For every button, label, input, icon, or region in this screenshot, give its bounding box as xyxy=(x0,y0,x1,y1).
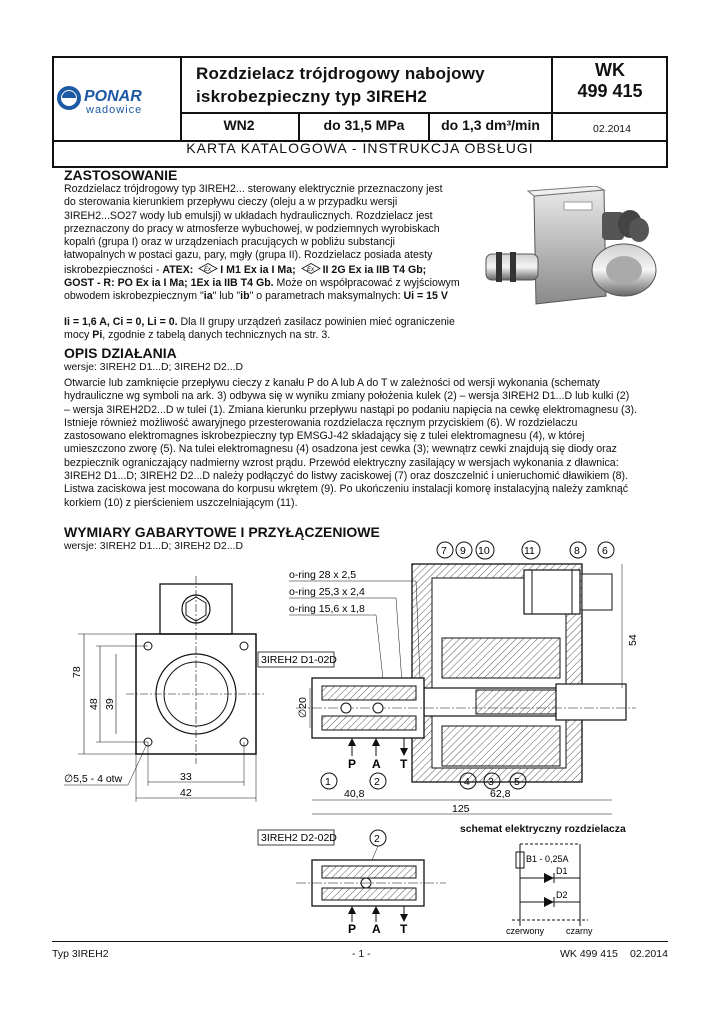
port-a: A xyxy=(372,922,381,936)
opis-text xyxy=(64,377,656,510)
text-line: – wersja 3IREH2D2...D w tulei (1). Zmiana kierunku przepływu nastąpi po podaniu napięcia na cewkę elektromagnesu (3). xyxy=(64,403,637,416)
dim-78: 78 xyxy=(71,666,83,678)
variant-d2-label: 3IREH2 D2-02D xyxy=(261,832,337,844)
wk-number: 499 415 xyxy=(577,81,643,101)
text-line: hydrauliczne wg symboli na ark. 3) odbywa się w wyniku zmiany położenia kulek (2) – wersja 3IREH2 D1...D lub kulki (2) xyxy=(64,390,630,403)
header-date: 02.2014 xyxy=(593,123,631,135)
oring-2: o-ring 25,3 x 2,4 xyxy=(289,586,365,598)
holes-label: ∅5,5 - 4 otw xyxy=(64,773,123,785)
text-line: Listwa zaciskowa jest mocowana do korpusu wkrętem (9). Po ukończeniu instalacji komorę instalacyjną należy zamknąć xyxy=(64,483,629,496)
section-drawing xyxy=(256,538,668,818)
text-line: przeznaczony do pracy w atmosferze wybuchowej, w podziemnych wyrobiskach xyxy=(64,222,440,235)
oring-3: o-ring 15,6 x 1,8 xyxy=(289,603,365,615)
text-line: 3IREH2 D1...D; 3IREH2 D2...D należy podłączyć do listwy zaciskowej (7) oraz doszczelnić i unieruchomić dławikiem (8). xyxy=(64,470,629,483)
text-line: Istnieje również możliwość awaryjnego przesterowania rozdzielacza ręcznym przyciskiem (6). W rozdzielaczu xyxy=(64,416,578,429)
svg-text:1: 1 xyxy=(325,776,331,788)
svg-text:3: 3 xyxy=(488,776,494,788)
variant-d2-drawing xyxy=(256,826,456,936)
svg-text:8: 8 xyxy=(574,545,580,557)
section-heading-wymiary: WYMIARY GABARYTOWE I PRZYŁĄCZENIOWE xyxy=(64,524,380,540)
port-t: T xyxy=(400,922,408,936)
text-line: bezpiecznik ograniczający nadmierny wzrost prądu. Przewód elektryczny zasilający w wersjach wykonania z dławnica: xyxy=(64,456,619,469)
ex-icon xyxy=(198,263,218,274)
svg-text:7: 7 xyxy=(441,545,447,557)
nominal-size: WN2 xyxy=(223,117,255,133)
text-line: korkiem (10) z pierścieniem uszczelniającym (11). xyxy=(64,496,298,509)
electrical-schematic xyxy=(500,840,620,936)
footer-wk: WK 499 415 xyxy=(560,948,618,960)
title-line-2: iskrobezpieczny typ 3IREH2 xyxy=(196,87,427,106)
front-view-drawing xyxy=(60,560,270,810)
text-line: zastosowano elektromagnes iskrobezpieczny typ EMSGJ-42 składający się z tulei elektromagnesu (4), w której xyxy=(64,430,585,443)
svg-text:Ex: Ex xyxy=(306,266,314,273)
dim-54: 54 xyxy=(627,634,639,646)
title-line-1: Rozdzielacz trójdrogowy nabojowy xyxy=(196,64,485,83)
svg-text:11: 11 xyxy=(524,545,535,557)
max-flow: do 1,3 dm³/min xyxy=(441,117,540,133)
footer-rule xyxy=(52,941,668,942)
svg-text:T: T xyxy=(400,757,408,771)
ponar-logo xyxy=(56,80,168,120)
text-line: mocy Pi, zgodnie z tabelą danych technicznych na str. 3. xyxy=(64,329,331,342)
svg-text:A: A xyxy=(372,757,381,771)
text-line-gost: GOST - R: PO Ex ia I Ma; 1Ex ia IIB T4 Gb. Może on współpracować z wyjściowym xyxy=(64,277,460,290)
port-p: P xyxy=(348,922,357,936)
svg-text:Ex: Ex xyxy=(204,266,212,273)
section-heading-opis: OPIS DZIAŁANIA xyxy=(64,345,177,361)
zastosowanie-text-wide xyxy=(64,316,672,343)
document-title xyxy=(196,62,526,108)
svg-text:P: P xyxy=(348,757,357,771)
dim-48: 48 xyxy=(88,698,100,710)
section-heading-zastosowanie: ZASTOSOWANIE xyxy=(64,167,178,183)
catalog-number xyxy=(560,60,660,102)
text-line: Ii = 1,6 A, Ci = 0, Li = 0. Dla II grupy urządzeń zasilacz powinien mieć ograniczenie xyxy=(64,316,455,328)
schemat-title: schemat elektryczny rozdzielacza xyxy=(460,824,626,835)
dim-dia20: ∅20 xyxy=(297,697,309,718)
text-line: kopalń (grupa I) oraz w urządzeniach pracujących w pobliżu substancji xyxy=(64,236,395,249)
wymiary-versions: wersje: 3IREH2 D1...D; 3IREH2 D2...D xyxy=(64,541,244,552)
svg-text:4: 4 xyxy=(464,776,470,788)
dim-62-8: 62,8 xyxy=(490,788,511,800)
wire-black: czarny xyxy=(566,926,593,936)
footer-page: - 1 - xyxy=(352,948,371,960)
document-subtitle: KARTA KATALOGOWA - INSTRUKCJA OBSŁUGI xyxy=(186,140,534,156)
zastosowanie-text xyxy=(64,183,470,304)
diode-d2: D2 xyxy=(556,890,568,900)
svg-text:5: 5 xyxy=(514,776,520,788)
svg-text:6: 6 xyxy=(602,545,608,557)
diode-d1: D1 xyxy=(556,866,568,876)
footer-type: Typ 3IREH2 xyxy=(52,948,109,960)
callout-d2: 2 xyxy=(374,833,380,845)
oring-1: o-ring 28 x 2,5 xyxy=(289,569,357,581)
svg-text:2: 2 xyxy=(374,776,380,788)
ex-icon xyxy=(301,263,321,274)
product-photo xyxy=(484,186,660,316)
divider xyxy=(180,112,668,114)
dim-42: 42 xyxy=(180,787,192,799)
wk-label: WK xyxy=(595,60,625,80)
dim-125: 125 xyxy=(452,803,470,815)
footer-date: 02.2014 xyxy=(630,948,668,960)
port-arrows xyxy=(348,738,408,771)
text-line: 3IREH2...SO27 wody lub emulsji) w układach hydraulicznych. Rozdzielacz jest xyxy=(64,209,433,222)
text-line-atex: iskrobezpieczności - ATEX: Ex I M1 Ex ia I Ma; Ex II 2G Ex ia IIB T4 Gb; xyxy=(64,263,427,276)
svg-text:10: 10 xyxy=(478,545,490,557)
text-line: łatwopalnych w postaci gazu, pary, mgły (grupa II). Rozdzielacz posiada atesty xyxy=(64,249,433,262)
text-line: obwodem iskrobezpiecznym "ia" lub "ib" o parametrach maksymalnych: Ui = 15 V xyxy=(64,290,448,303)
text-line: Otwarcie lub zamknięcie przepływu cieczy z kanału P do A lub A do T w zależności od wersji wykonania (schematy xyxy=(64,377,600,389)
callouts-top xyxy=(437,541,614,559)
opis-versions: wersje: 3IREH2 D1...D; 3IREH2 D2...D xyxy=(64,362,244,373)
max-pressure: do 31,5 MPa xyxy=(323,117,405,133)
divider xyxy=(551,56,553,140)
variant-d1-label: 3IREH2 D1-02D xyxy=(261,654,337,666)
svg-text:9: 9 xyxy=(460,545,466,557)
text-line: Rozdzielacz trójdrogowy typ 3IREH2... sterowany elektrycznie przeznaczony jest xyxy=(64,183,443,195)
dim-33: 33 xyxy=(180,771,192,783)
text-line: umieszczono zworę (5). Na tulei elektromagnesu (4) osadzona jest cewka (3); wewnątrz cewki znajdują się diody oraz xyxy=(64,443,617,456)
logo-sub: wadowice xyxy=(86,104,143,116)
dim-40-8: 40,8 xyxy=(344,788,365,800)
text-line: do sterowania kierunkiem przepływu cieczy (oleju a w przypadku wersji xyxy=(64,196,398,209)
wire-red: czerwony xyxy=(506,926,545,936)
dim-39: 39 xyxy=(104,698,116,710)
logo-brand: PONAR xyxy=(84,88,142,105)
fuse-label: B1 - 0,25A xyxy=(526,854,569,864)
